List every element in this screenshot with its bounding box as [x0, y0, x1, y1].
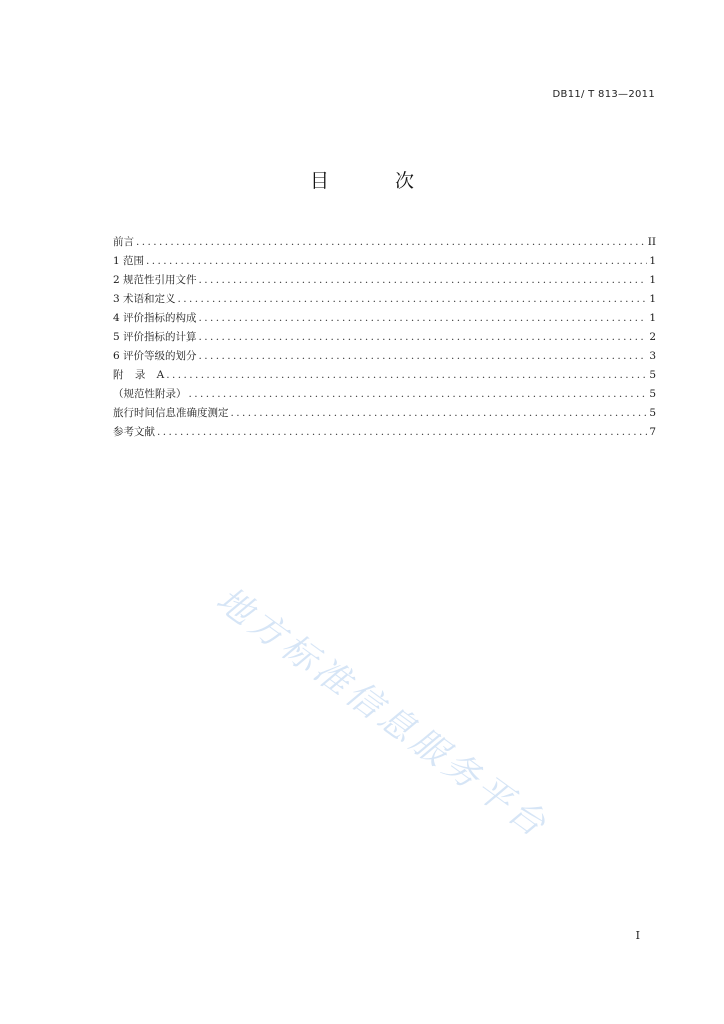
- page-title: 目 次: [309, 170, 445, 192]
- toc-entry-page: 7: [649, 426, 656, 438]
- toc-leader-dots: [136, 233, 646, 252]
- toc-leader-dots: [146, 252, 647, 271]
- toc-entry-foreword[interactable]: [113, 233, 656, 252]
- toc-entry-label: 旅行时间信息准确度测定: [113, 407, 229, 419]
- toc-entry-label: 4 评价指标的构成: [113, 312, 197, 324]
- document-code: DB11/ T 813—2011: [552, 89, 655, 100]
- toc-entry-label: 6 评价等级的划分: [113, 350, 197, 362]
- table-of-contents: [113, 233, 656, 442]
- toc-entry-page: 1: [649, 255, 656, 267]
- toc-entry-page: 5: [649, 407, 656, 419]
- toc-entry-terms-definitions[interactable]: [113, 290, 656, 309]
- toc-leader-dots: [231, 404, 648, 423]
- toc-entry-appendix-a[interactable]: [113, 366, 656, 385]
- toc-entry-page: 1: [649, 293, 656, 305]
- toc-entry-normative-appendix[interactable]: [113, 385, 656, 404]
- toc-entry-travel-time-accuracy[interactable]: [113, 404, 656, 423]
- toc-entry-label: 5 评价指标的计算: [113, 331, 197, 343]
- toc-entry-label: 1 范围: [113, 255, 145, 267]
- toc-entry-page: 3: [649, 350, 656, 362]
- toc-entry-indicator-composition[interactable]: [113, 309, 656, 328]
- page-number: I: [635, 929, 640, 942]
- toc-entry-grade-division[interactable]: [113, 347, 656, 366]
- toc-leader-dots: [199, 271, 648, 290]
- toc-entry-page: II: [647, 236, 656, 248]
- toc-entry-scope[interactable]: [113, 252, 656, 271]
- toc-entry-page: 5: [649, 369, 656, 381]
- toc-entry-page: 2: [649, 331, 656, 343]
- toc-leader-dots: [157, 423, 647, 442]
- toc-entry-label: （规范性附录）: [113, 388, 187, 400]
- toc-entry-bibliography[interactable]: [113, 423, 656, 442]
- toc-entry-label: 附 录 A: [113, 369, 165, 381]
- toc-leader-dots: [178, 290, 648, 309]
- toc-leader-dots: [166, 366, 647, 385]
- toc-entry-label: 参考文献: [113, 426, 155, 438]
- toc-entry-normative-references[interactable]: [113, 271, 656, 290]
- toc-leader-dots: [199, 347, 648, 366]
- toc-entry-label: 2 规范性引用文件: [113, 274, 197, 286]
- toc-leader-dots: [189, 385, 648, 404]
- toc-entry-label: 3 术语和定义: [113, 293, 176, 305]
- toc-entry-page: 1: [649, 312, 656, 324]
- toc-leader-dots: [199, 309, 648, 328]
- toc-entry-page: 1: [649, 274, 656, 286]
- toc-entry-page: 5: [649, 388, 656, 400]
- toc-entry-indicator-calculation[interactable]: [113, 328, 656, 347]
- watermark-text: 地方标准信息服务平台: [208, 579, 556, 848]
- toc-leader-dots: [199, 328, 648, 347]
- toc-entry-label: 前言: [113, 236, 134, 248]
